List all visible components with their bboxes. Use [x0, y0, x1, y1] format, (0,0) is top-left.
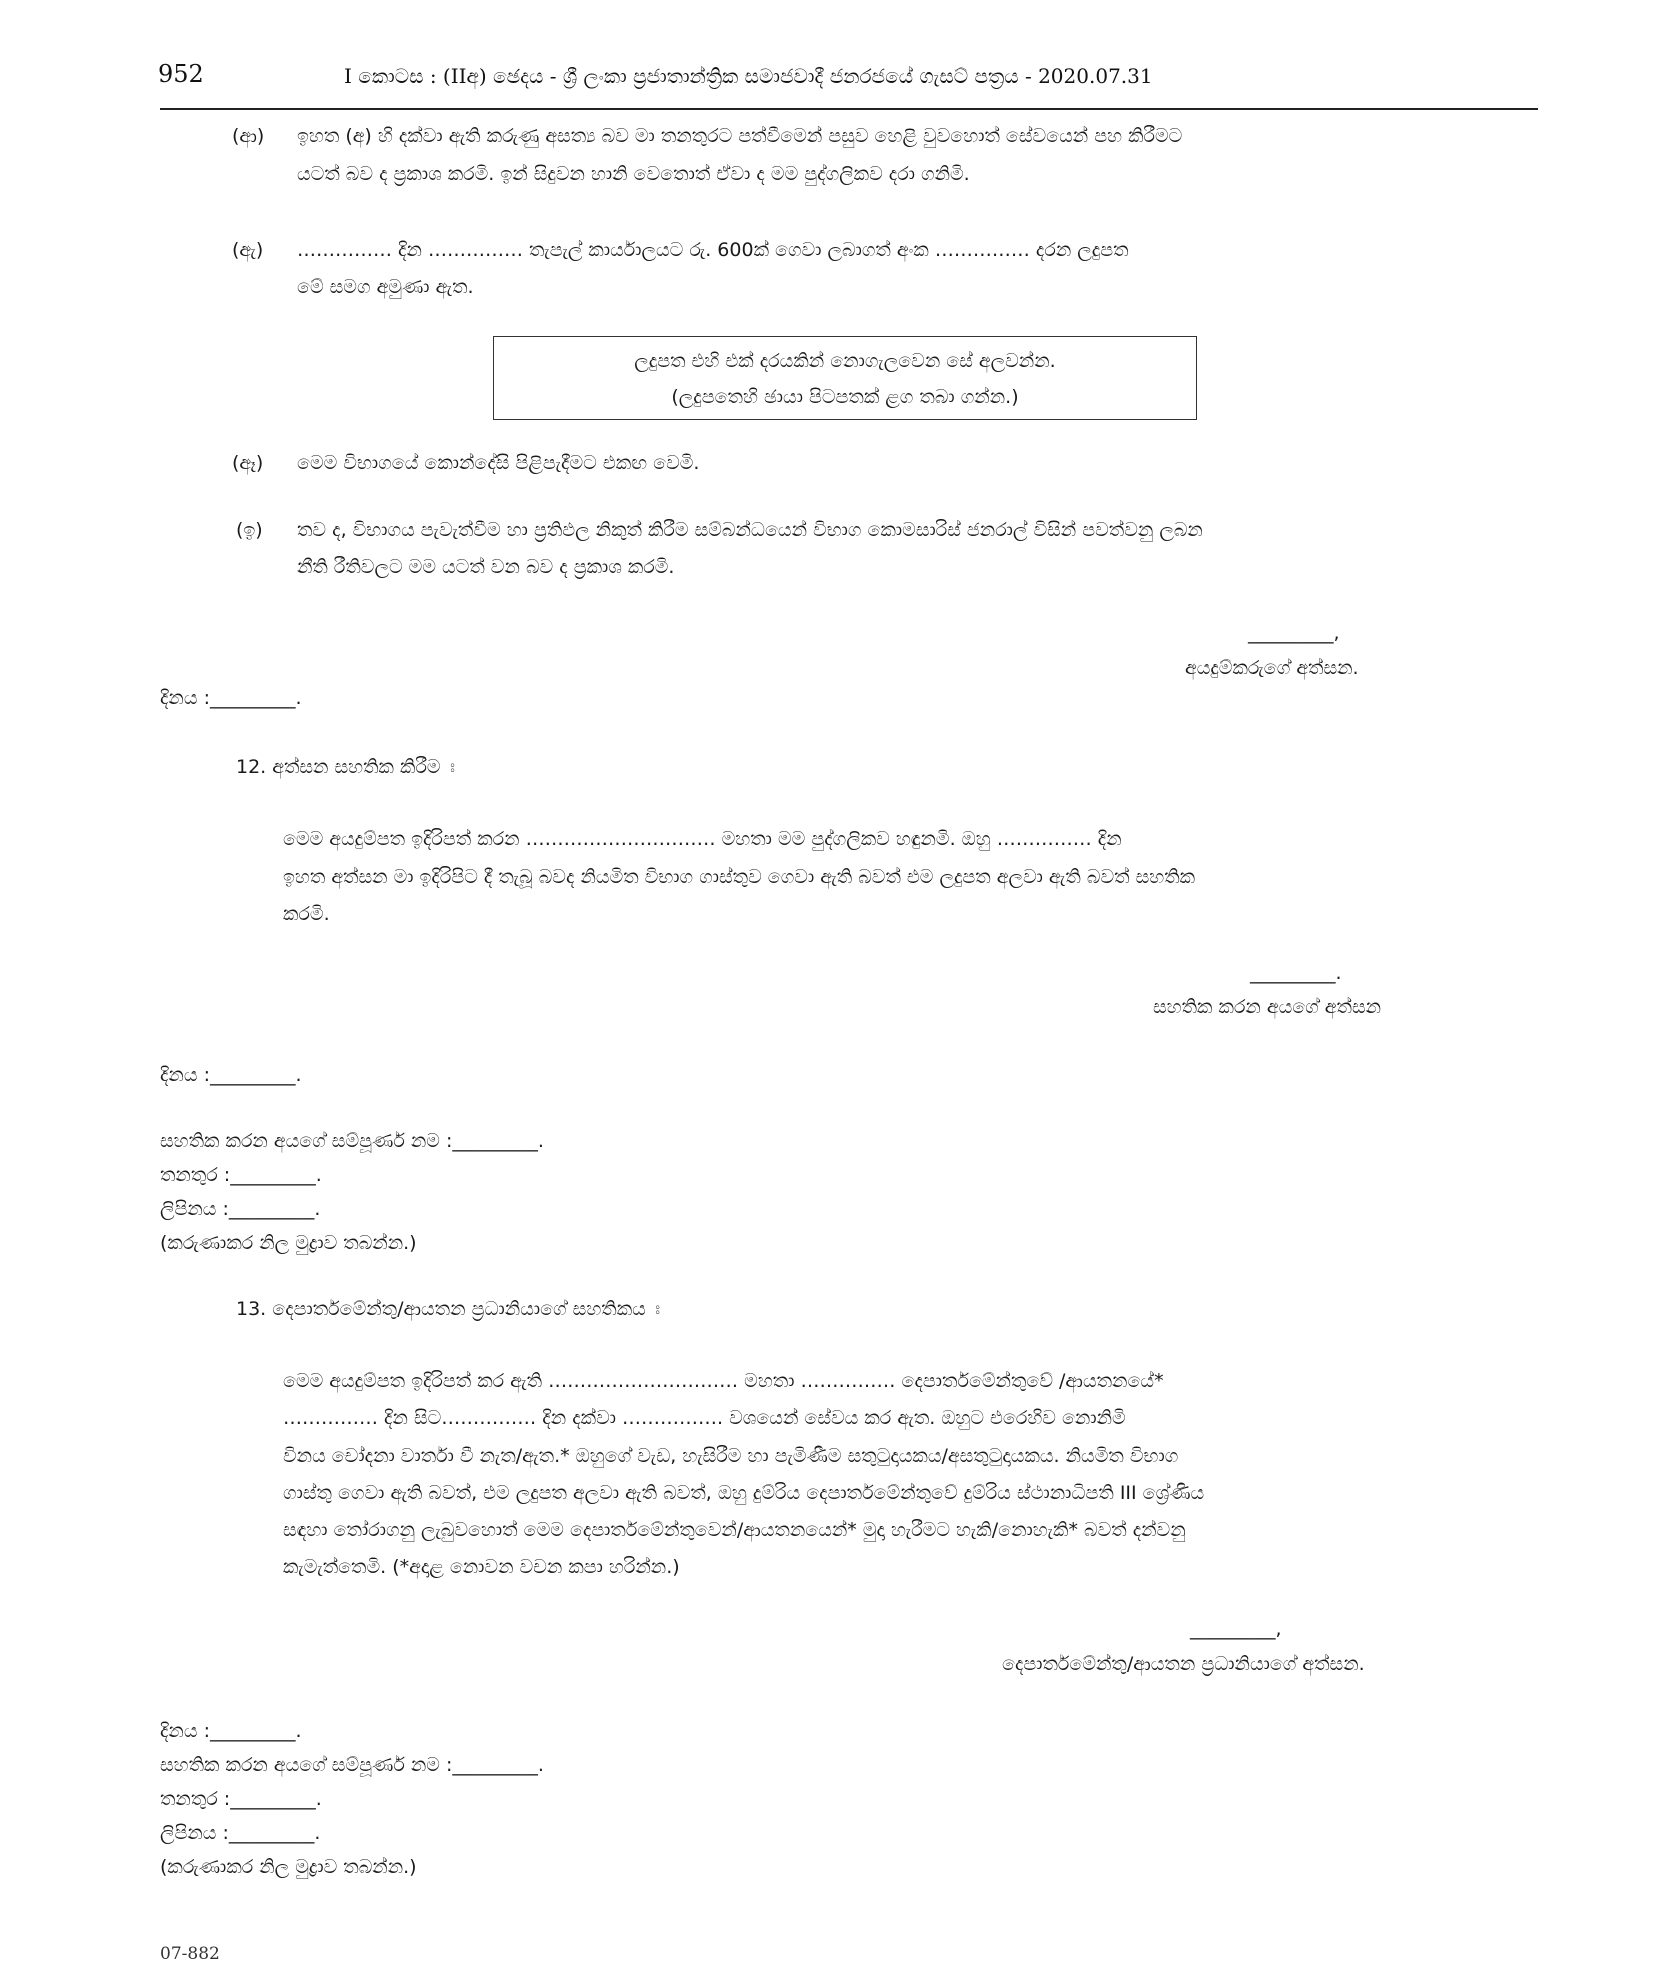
item-a-line-2: යටත් බව ද ප්‍රකාශ කරමි. ඉන් සිදුවන හානි වෙතොත් ඒවා ද මම පුද්ගලිකව දරා ගනිමි. — [297, 163, 970, 185]
head-signature-label: දෙපාර්තමේන්තු/ආයතන ප්‍රධානියාගේ අත්සන. — [1002, 1653, 1365, 1675]
receipt-box-line-2: (ලදුපතෙහි ඡායා පිටපතක් ළග තබා ගන්න.) — [671, 386, 1019, 408]
item-i-line-1: තව ද, විභාගය පැවැත්වීම හා ප්‍රතිඵල නිකුත් කිරීම සම්බන්ධයෙන් විභාග කොමසාරිස් ජනරාල් විසින් පවත්වනු ලබන — [297, 519, 1203, 541]
section-12-heading: 12. අත්සන සහතික කිරීම ඃ — [236, 756, 455, 778]
section-13-line-2: …………… දින සිට…………… දින දක්වා ……………. වශයෙන් සේවය කර ඇත. ඔහුට එරෙහිව නොනිමි — [283, 1407, 1126, 1429]
section-13-line-4: ගාස්තු ගෙවා ඇති බවත්, එම ලදුපත අලවා ඇති බවත්, ඔහු දුම්රිය දෙපාර්තමේන්තුවේ දුම්රිය ස්ථානාධිපති III ශ්‍රේණිය — [283, 1482, 1205, 1504]
footer-code: 07-882 — [160, 1944, 220, 1964]
section-12-date: දිනය :_________. — [160, 1064, 302, 1086]
header-rule — [160, 108, 1538, 110]
section-12-seal-note: (කරුණාකර නිල මුද්‍රාව තබන්න.) — [160, 1232, 417, 1254]
certifier-signature-line: _________. — [1250, 962, 1342, 984]
applicant-signature-label: අයදුම්කරුගේ අත්සන. — [1185, 657, 1359, 679]
item-i-line-2: නීති රීතිවලට මම යටත් වන බව ද ප්‍රකාශ කරමි. — [297, 556, 675, 578]
section-13-line-3: විනය චෝදනා වාර්තා වී නැත/ඇත.* ඔහුගේ වැඩ, හැසිරීම හා පැමිණීම සතුටුදායකය/අසතුටුදායකය. නියමිත විභාග — [283, 1445, 1179, 1467]
page-number: 952 — [158, 60, 204, 88]
section-12-line-1: මෙම අයදුම්පත ඉදිරිපත් කරන ………………………… මහතා මම පුද්ගලිකව හඳුනමි. ඔහු …………… දින — [283, 828, 1122, 850]
item-ae-line-2: මේ සමග අමුණා ඇත. — [297, 276, 474, 298]
item-aee-line-1: මෙම විභාගයේ කොන්දේසි පිළිපැදීමට එකඟ වෙමි. — [297, 452, 700, 474]
section-12-line-3: කරමි. — [283, 903, 330, 925]
item-ae-line-1: …………… දින …………… තැපැල් කාර්යාලයට රු. 600ක් ගෙවා ලබාගත් අංක …………… දරන ලදුපත — [297, 239, 1129, 261]
section-13-seal-note: (කරුණාකර නිල මුද්‍රාව තබන්න.) — [160, 1856, 417, 1878]
date-line-1: දිනය :_________. — [160, 687, 302, 709]
head-signature-line: _________, — [1190, 1618, 1282, 1640]
receipt-box-line-1: ලදුපත එහි එක් දරයකින් නොගැලවෙන සේ අලවන්න. — [634, 350, 1056, 372]
section-13-line-5: සඳහා තෝරාගනු ලැබුවහොත් මෙම දෙපාර්තමේන්තුවෙන්/ආයතනයෙන්* මුදා හැරීමට හැකි/නොහැකි* බවත් දන්වනු — [283, 1519, 1186, 1541]
section-13-address: ලිපිනය :_________. — [160, 1822, 321, 1844]
item-label-aee: (ඈ) — [232, 452, 264, 474]
section-12-fullname: සහතික කරන අයගේ සම්පූර්ණ නම :_________. — [160, 1130, 544, 1152]
section-13-date: දිනය :_________. — [160, 1720, 302, 1742]
item-label-ae: (ඇ) — [232, 239, 264, 261]
gazette-header-title: I කොටස : (IIඅ) ඡෙදය - ශ්‍රී ලංකා ප්‍රජාතාන්ත්‍රික සමාජවාදී ජනරජයේ ගැසට් පත්‍රය - 2020.07.31 — [344, 64, 1153, 88]
certifier-signature-label: සහතික කරන අයගේ අත්සන — [1153, 996, 1382, 1018]
section-12-position: තනතුර :_________. — [160, 1164, 322, 1186]
section-12-line-2: ඉහත අත්සන මා ඉදිරිපිට දී තැබූ බවද නියමිත විභාග ගාස්තුව ගෙවා ඇති බවත් එම ලදුපත අලවා ඇති බවත් සහතික — [283, 866, 1196, 888]
item-label-i: (ඉ) — [236, 519, 263, 541]
receipt-instruction-box — [493, 336, 1197, 420]
section-13-fullname: සහතික කරන අයගේ සම්පූර්ණ නම :_________. — [160, 1754, 544, 1776]
section-13-line-6: කැමැත්තෙමි. (*අදාළ නොවන වචන කපා හරින්න.) — [283, 1556, 680, 1578]
section-13-line-1: මෙම අයදුම්පත ඉදිරිපත් කර ඇති ………………………… මහතා …………… දෙපාර්තමේන්තුවේ /ආයතනයේ* — [283, 1370, 1164, 1392]
section-13-heading: 13. දෙපාර්තමේන්තු/ආයතන ප්‍රධානියාගේ සහතිකය ඃ — [236, 1298, 661, 1320]
item-a-line-1: ඉහත (අ) හි දක්වා ඇති කරුණු අසත්‍ය බව මා තනතුරට පත්වීමෙන් පසුව හෙළි වුවහොත් සේවයෙන් පහ කිරීමට — [297, 125, 1183, 147]
item-label-a: (ආ) — [232, 125, 265, 147]
section-13-position: තනතුර :_________. — [160, 1788, 322, 1810]
applicant-signature-line: _________, — [1248, 622, 1340, 644]
section-12-address: ලිපිනය :_________. — [160, 1198, 321, 1220]
